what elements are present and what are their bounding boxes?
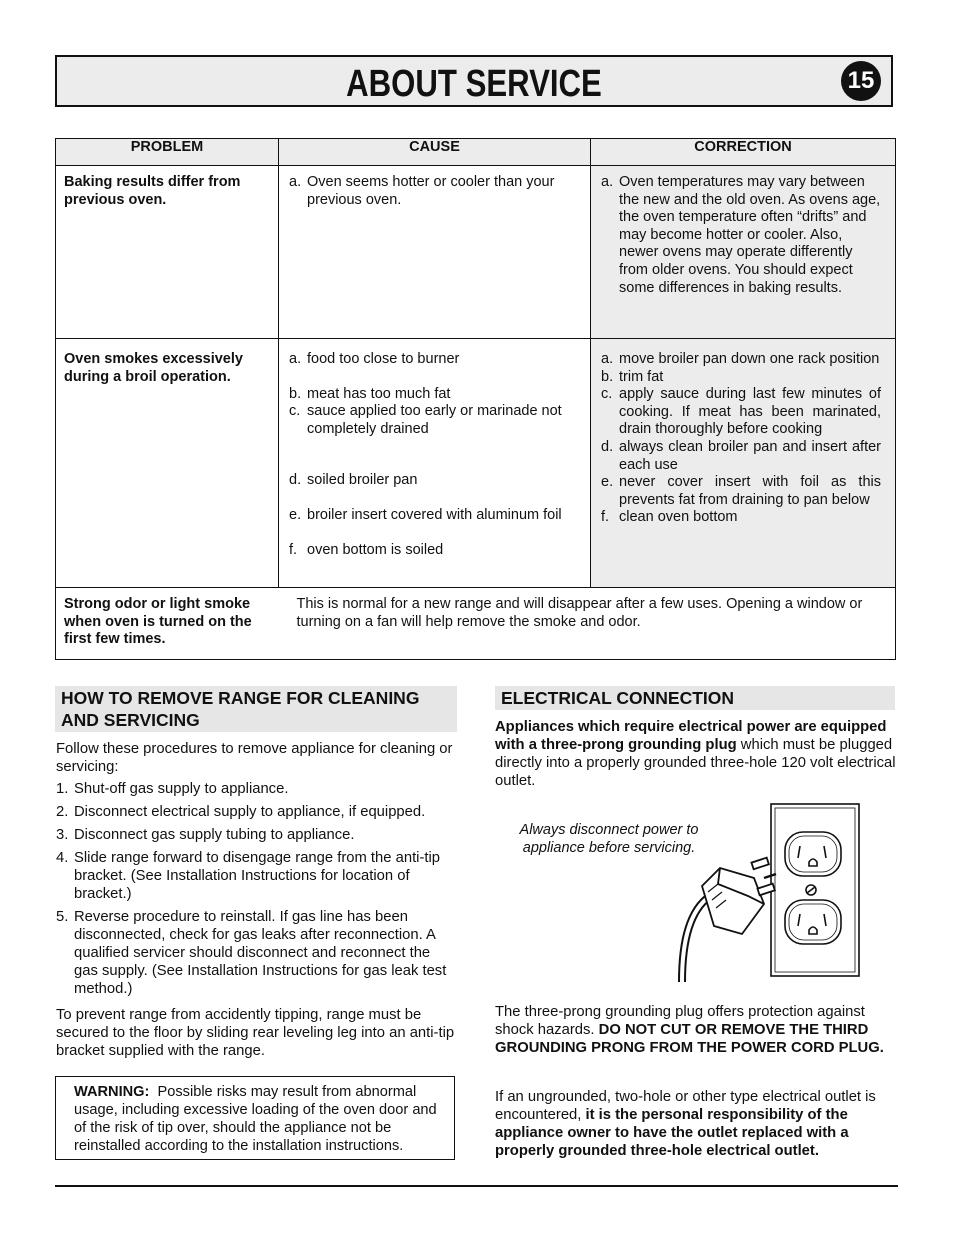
column-header-problem: PROBLEM: [56, 139, 279, 166]
table-header-row: [56, 139, 896, 166]
intro-text: Follow these procedures to remove appliance for cleaning or servicing:: [56, 741, 453, 775]
cause-cell: [279, 339, 591, 588]
warning-box: [55, 1076, 455, 1160]
list-item: e. never cover insert with foil as this prevents fat from draining to pan below: [601, 474, 881, 508]
list-item: 5. Reverse procedure to reinstall. If gas line has been disconnected, check for gas leaks after reconnection. A qualified servicer should disconnect and reconnect the gas supply. (See Installation Instructions for gas leak test method.): [56, 909, 447, 997]
section-heading: HOW TO REMOVE RANGE FOR CLEANING AND SERVICING: [55, 686, 457, 732]
electrical-intro: Appliances which require electrical power are equipped with a three-prong grounding plug which must be plugged directly into a properly grounded three-hole 120 volt electrical outlet.: [495, 719, 896, 789]
list-item: f. clean oven bottom: [601, 509, 738, 526]
list-item: c. apply sauce during last few minutes of cooking. If meat has been marinated, drain thoroughly before cooking: [601, 386, 881, 438]
outlet-plug-illustration: [672, 800, 864, 982]
warning-label: WARNING:: [74, 1084, 150, 1100]
correction-cell: [591, 339, 896, 588]
note-cell: This is normal for a new range and will disappear after a few uses. Opening a window or turning on a fan will help remove the smoke and odor.: [279, 588, 896, 660]
grounding-paragraph: The three-prong grounding plug offers protection against shock hazards. DO NOT CUT OR REMOVE THE THIRD GROUNDING PRONG FROM THE POWER CORD PLUG.: [495, 1004, 884, 1056]
problem-cell: Oven smokes excessively during a broil operation.: [56, 339, 279, 588]
page-number-badge: 15: [841, 61, 881, 101]
list-item: d. soiled broiler pan: [289, 472, 418, 489]
electrical-section: [495, 686, 897, 790]
table-row: [56, 588, 896, 660]
list-item: d. always clean broiler pan and insert after each use: [601, 438, 881, 473]
tip-note: To prevent range from accidently tipping, range must be secured to the floor by sliding rear leveling leg into an anti-tip bracket supplied with the range.: [56, 1007, 455, 1059]
list-item: b. meat has too much fat: [289, 385, 451, 402]
troubleshooting-table: [55, 138, 896, 660]
problem-cell: Baking results differ from previous oven.: [56, 166, 279, 339]
problem-cell: Strong odor or light smoke when oven is turned on the first few times.: [56, 588, 279, 660]
table-row: [56, 166, 896, 339]
list-item: c. sauce applied too early or marinade not completely drained: [289, 403, 562, 437]
column-header-correction: CORRECTION: [591, 139, 896, 166]
section-heading: ELECTRICAL CONNECTION: [495, 686, 895, 710]
list-item: a. food too close to burner: [289, 351, 460, 367]
list-item: 2. Disconnect electrical supply to appliance, if equipped.: [56, 804, 426, 820]
list-item: 4. Slide range forward to disengage range from the anti-tip bracket. (See Installation Instructions for location of bracket.): [56, 850, 441, 902]
list-item: b. trim fat: [601, 368, 664, 385]
list-item: a. move broiler pan down one rack position: [601, 351, 880, 367]
list-item: 1. Shut-off gas supply to appliance.: [56, 781, 289, 797]
warning-text: Possible risks may result from abnormal usage, including excessive loading of the oven door and of the risk of tip over, should the appliance not be reinstalled according to the installation instructions.: [74, 1084, 437, 1154]
cause-cell: [279, 166, 591, 339]
page-header: [55, 55, 893, 107]
remove-range-section: [55, 686, 457, 1060]
bottom-rule: [55, 1185, 898, 1187]
correction-cell: [591, 166, 896, 339]
ungrounded-paragraph: If an ungrounded, two-hole or other type electrical outlet is encountered, it is the personal responsibility of the appliance owner to have the outlet replaced with a properly grounded three-hole electrical outlet.: [495, 1089, 876, 1159]
list-item: f. oven bottom is soiled: [289, 541, 444, 558]
page-title: ABOUT SERVICE: [346, 63, 602, 105]
list-item: 3. Disconnect gas supply tubing to appliance.: [56, 827, 355, 843]
list-item: a. Oven temperatures may vary between the new and the old oven. As ovens age, the oven temperature often “drifts” and may become hotter or cooler. Also, newer ovens may operate differently from older ovens. You should expect some differences in baking results.: [601, 174, 881, 296]
list-item: a. Oven seems hotter or cooler than your previous oven.: [289, 174, 555, 208]
column-header-cause: CAUSE: [279, 139, 591, 166]
list-item: e. broiler insert covered with aluminum foil: [289, 506, 562, 523]
illustration-caption: Always disconnect power to appliance before servicing.: [519, 822, 699, 856]
table-row: [56, 339, 896, 588]
